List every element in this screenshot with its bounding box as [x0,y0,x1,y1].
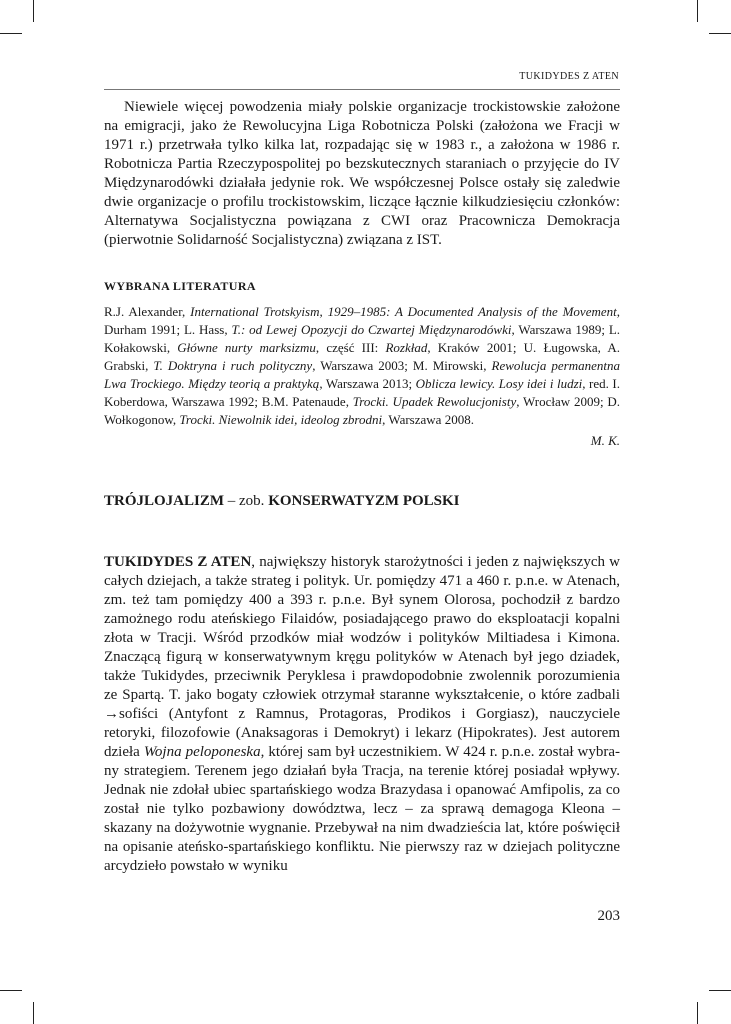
running-head: TUKIDYDES Z ATEN [519,71,619,82]
cross-reference-entry [104,493,620,510]
crop-mark [709,33,731,34]
cross-reference-term: TRÓJLOJALIZM [104,493,225,509]
literature-text: , Durham 1991; L. Hass, [104,304,620,337]
literature-title: Trocki. Niewolnik idei, ideolog zbrodni [179,412,383,427]
crop-mark [697,1002,698,1024]
literature-text: , Wrocław 2009; D. Wołkogonow, [104,394,620,427]
literature-list [104,303,620,429]
literature-title: Rozkład [385,340,428,355]
entry-text: , największy historyk starożytności i jeden z największych w całych dziejach, a także strateg i polityk. Ur. pomiędzy 471 a 460 r. p.n.e. w Atenach, zm. też tam pomiędzy 400 a 393 r. p.n.e. Był synem Olorosa, pochodził z bardzo zamożnego rodu ateńskiego Filaidów, posiadającego prawo do eksploatacji kopalni złota w Tracji. Wśród przodków miał wodzów i polityków Miltiadesa i Kimona. Znaczącą figurą w konserwatywnym kręgu polityków w Atenach był jego dziadek, także Tukidydes, przeciwnik Peryklesa i prawdopodobnie zwolennik porozumienia ze Spartą. T. jako bogaty człowiek otrzymał staranne wykształcenie, o które zadbali →sofiści (Antyfont z Ramnus, Protagoras, Prodikos i Gorgiasz), nauczyciele retoryki, filozofowie (Anaksagoras i Demokryt) i lekarz (Hipokrates). Jest autorem dzieła [104,554,620,760]
literature-title: Rewolucja permanentna Lwa Trockiego. Między teorią a praktyką [104,358,620,391]
crop-mark [697,0,698,22]
literature-text: R.J. Alexander, [104,304,191,319]
literature-text: , Warszawa 2003; M. Mirowski, [312,358,492,373]
header-rule [104,89,620,90]
literature-text: , Warszawa 2008. [382,412,474,427]
cross-reference-target: KONSERWATYZM POLSKI [268,493,460,509]
crop-mark [33,0,34,22]
crop-mark [0,990,22,991]
cross-reference-connector: – zob. [224,493,269,509]
literature-text: , Warszawa 2013; [319,376,416,391]
encyclopedia-entry [104,553,620,876]
literature-title: Oblicza lewicy. Losy idei i ludzi [415,376,583,391]
crop-mark [709,990,731,991]
literature-title: Główne nurty marksizmu [177,340,316,355]
literature-text: , Kraków 2001; U. Ługowska, A. Grabski, [104,340,620,373]
entry-title: Wojna peloponeska [143,744,261,760]
intro-paragraph: Niewiele więcej powodzenia miały polskie organizacje trockistowskie założone na emigracji, jako że Rewolucyjna Liga Robotnicza Polski (założona we Fracji w 1971 r.) przetrwała tylko kilka lat, rozpadając się w 1983 r., a założona w 1986 r. Robotnicza Partia Rzeczypospolitej po bezskutecznych staraniach o przyjęcie do IV Międzynarodówki działała jedynie rok. We współczesnej Polsce ostały się zaledwie dwie organizacje o profilu trockistowskim, liczące łącznie kilkudziesięciu członków: Alternatywa Socjalistyczna powiązana z CWI oraz Pracownicza Demokracja (pierwotnie Solidarność Socjalistyczna) związana z IST. [104,99,620,248]
literature-title: T.: od Lewej Opozycji do Czwartej Międzynarodówki [231,322,512,337]
literature-title: T. Doktryna i ruch polityczny [153,358,313,373]
page-number: 203 [597,908,620,924]
crop-mark [33,1002,34,1024]
entry-text: , której sam był uczestnikiem. W 424 r. p.n.e. został wybrany strategiem. Terenem jego działań była Tracja, na terenie której posiadał wpływy. Jednak nie zdołał ubiec spartańskiego wodza Brazydasa i opanować Amfipolis, za co został nie tylko pozbawiony dowództwa, lecz – za sprawą demagoga Kleona – skazany na dożywotnie wygnanie. Przebywał na nim dwadzieścia lat, które poświęcił na opisanie ateńsko-spartańskiego konfliktu. Nie pierwszy raz w dziejach polityczne arcydzieło powstało w wyniku [104,744,621,874]
literature-heading: WYBRANA LITERATURA [104,279,256,293]
literature-text: , Warszawa 1989; L. Kołakowski, [104,322,621,355]
page-body [104,98,620,876]
literature-title: Trocki. Upadek Rewolucjonisty [352,394,517,409]
entry-term: TUKIDYDES Z ATEN [104,554,252,570]
crop-mark [0,33,22,34]
literature-text: , red. I. Koberdowa, Warszawa 1992; B.M. Patenaude, [104,376,620,409]
literature-title: International Trotskyism, 1929–1985: A Documented Analysis of the Movement [190,304,617,319]
literature-text: , część III: [315,340,386,355]
author-initials: M. K. [590,433,620,448]
